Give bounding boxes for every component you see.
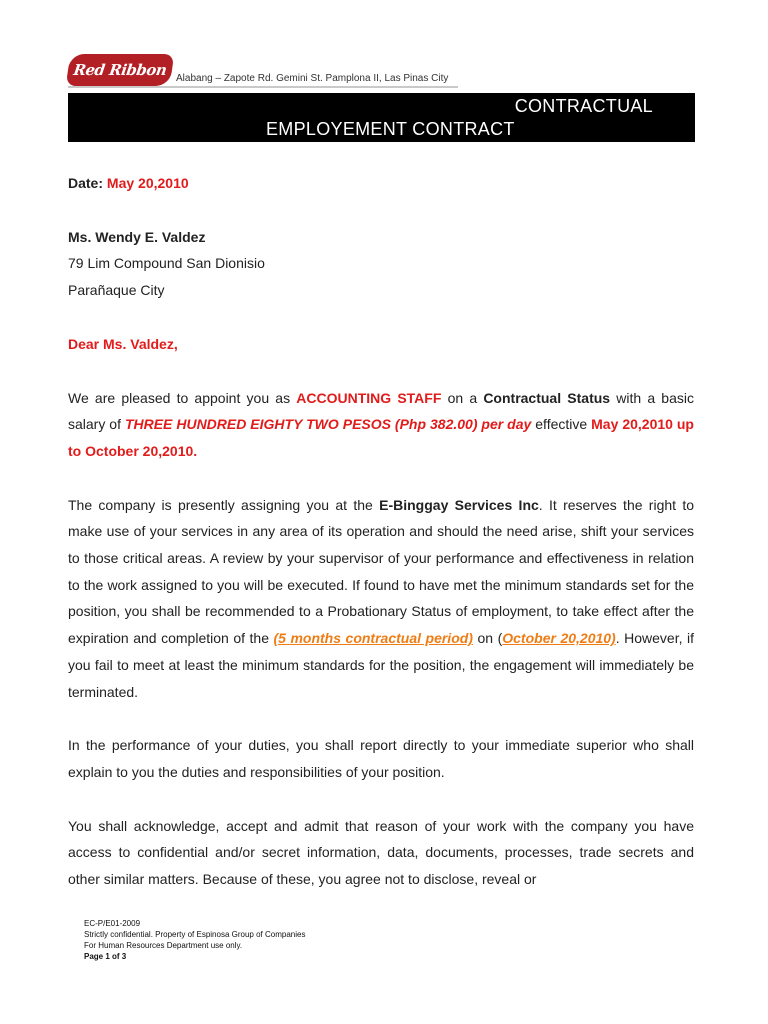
- paragraph-appointment: [68, 385, 694, 465]
- salary-amount: THREE HUNDRED EIGHTY TWO PESOS (Php 382.00) per day: [124, 416, 532, 433]
- footer-hr-note: For Human Resources Department use only.: [84, 941, 243, 950]
- red-ribbon-logo: [66, 54, 174, 86]
- p2-text-4: . However, if you fail to meet at least the minimum standards for the position, the engagement will immediately be terminated.: [68, 630, 695, 700]
- employment-status: Contractual Status: [483, 389, 611, 406]
- p2-text-2: . It reserves the right to make use of your services in any area of its operation and should the need arise, shift your services to those critical areas. A review by your supervisor of your performance and effectiveness in relation to the work assigned to you will be executed. If found to have met the minimum standards set for the position, you shall be recommended to a Probationary Status of employment, to take effect after the expiration and completion of the: [68, 496, 695, 647]
- p2-text-1: The company is presently assigning you at the: [68, 496, 380, 513]
- recipient-name: Ms. Wendy E. Valdez: [68, 228, 206, 245]
- title-line-2: EMPLOYEMENT CONTRACT: [266, 119, 515, 139]
- logo-text: Red Ribbon: [72, 61, 168, 79]
- header-divider: [68, 86, 458, 88]
- contract-period: May 20,2010 up to October 20,2010.: [68, 416, 694, 459]
- assigned-company: E-Binggay Services Inc: [379, 496, 539, 513]
- p1-text-2: on a: [441, 389, 484, 406]
- footer-code: EC-P/E01-2009: [84, 919, 141, 928]
- contract-end-date: October 20,2010): [502, 630, 616, 647]
- letterhead: [68, 50, 458, 90]
- paragraph-confidentiality: You shall acknowledge, accept and admit that reason of your work with the company you have access to confidential and/or secret information, data, documents, processes, trade secrets and other similar matters. Because of these, you agree not to disclose, reveal or: [68, 817, 694, 888]
- contract-term: (5 months contractual period): [273, 630, 473, 647]
- recipient-address-line-2: Parañaque City: [68, 282, 165, 299]
- paragraph-assignment: [68, 492, 694, 706]
- page-number: Page 1 of 3: [84, 952, 127, 961]
- footer-confidential: Strictly confidential. Property of Espinosa Group of Companies: [84, 930, 306, 939]
- page-footer: [84, 918, 305, 962]
- date-label: Date:: [68, 175, 104, 191]
- date-line: [68, 170, 694, 197]
- date-value: May 20,2010: [106, 175, 189, 191]
- paragraph-reporting: In the performance of your duties, you shall report directly to your immediate superior who shall explain to you the duties and responsibilities of your position.: [68, 737, 694, 780]
- salutation: Dear Ms. Valdez,: [68, 335, 178, 352]
- document-title-banner: [68, 93, 695, 142]
- p1-text-1: We are pleased to appoint you as: [68, 389, 297, 406]
- company-address: Alabang – Zapote Rd. Gemini St. Pamplona II, Las Pinas City: [176, 73, 449, 84]
- letter-body: [68, 170, 694, 893]
- p2-text-3: on (: [472, 630, 503, 647]
- p1-text-4: effective: [531, 416, 592, 433]
- title-line-1: CONTRACTUAL: [514, 96, 653, 116]
- position-title: ACCOUNTING STAFF: [296, 389, 442, 406]
- p1-text-3: with a basic salary of: [68, 389, 694, 433]
- recipient-address-line-1: 79 Lim Compound San Dionisio: [68, 255, 265, 272]
